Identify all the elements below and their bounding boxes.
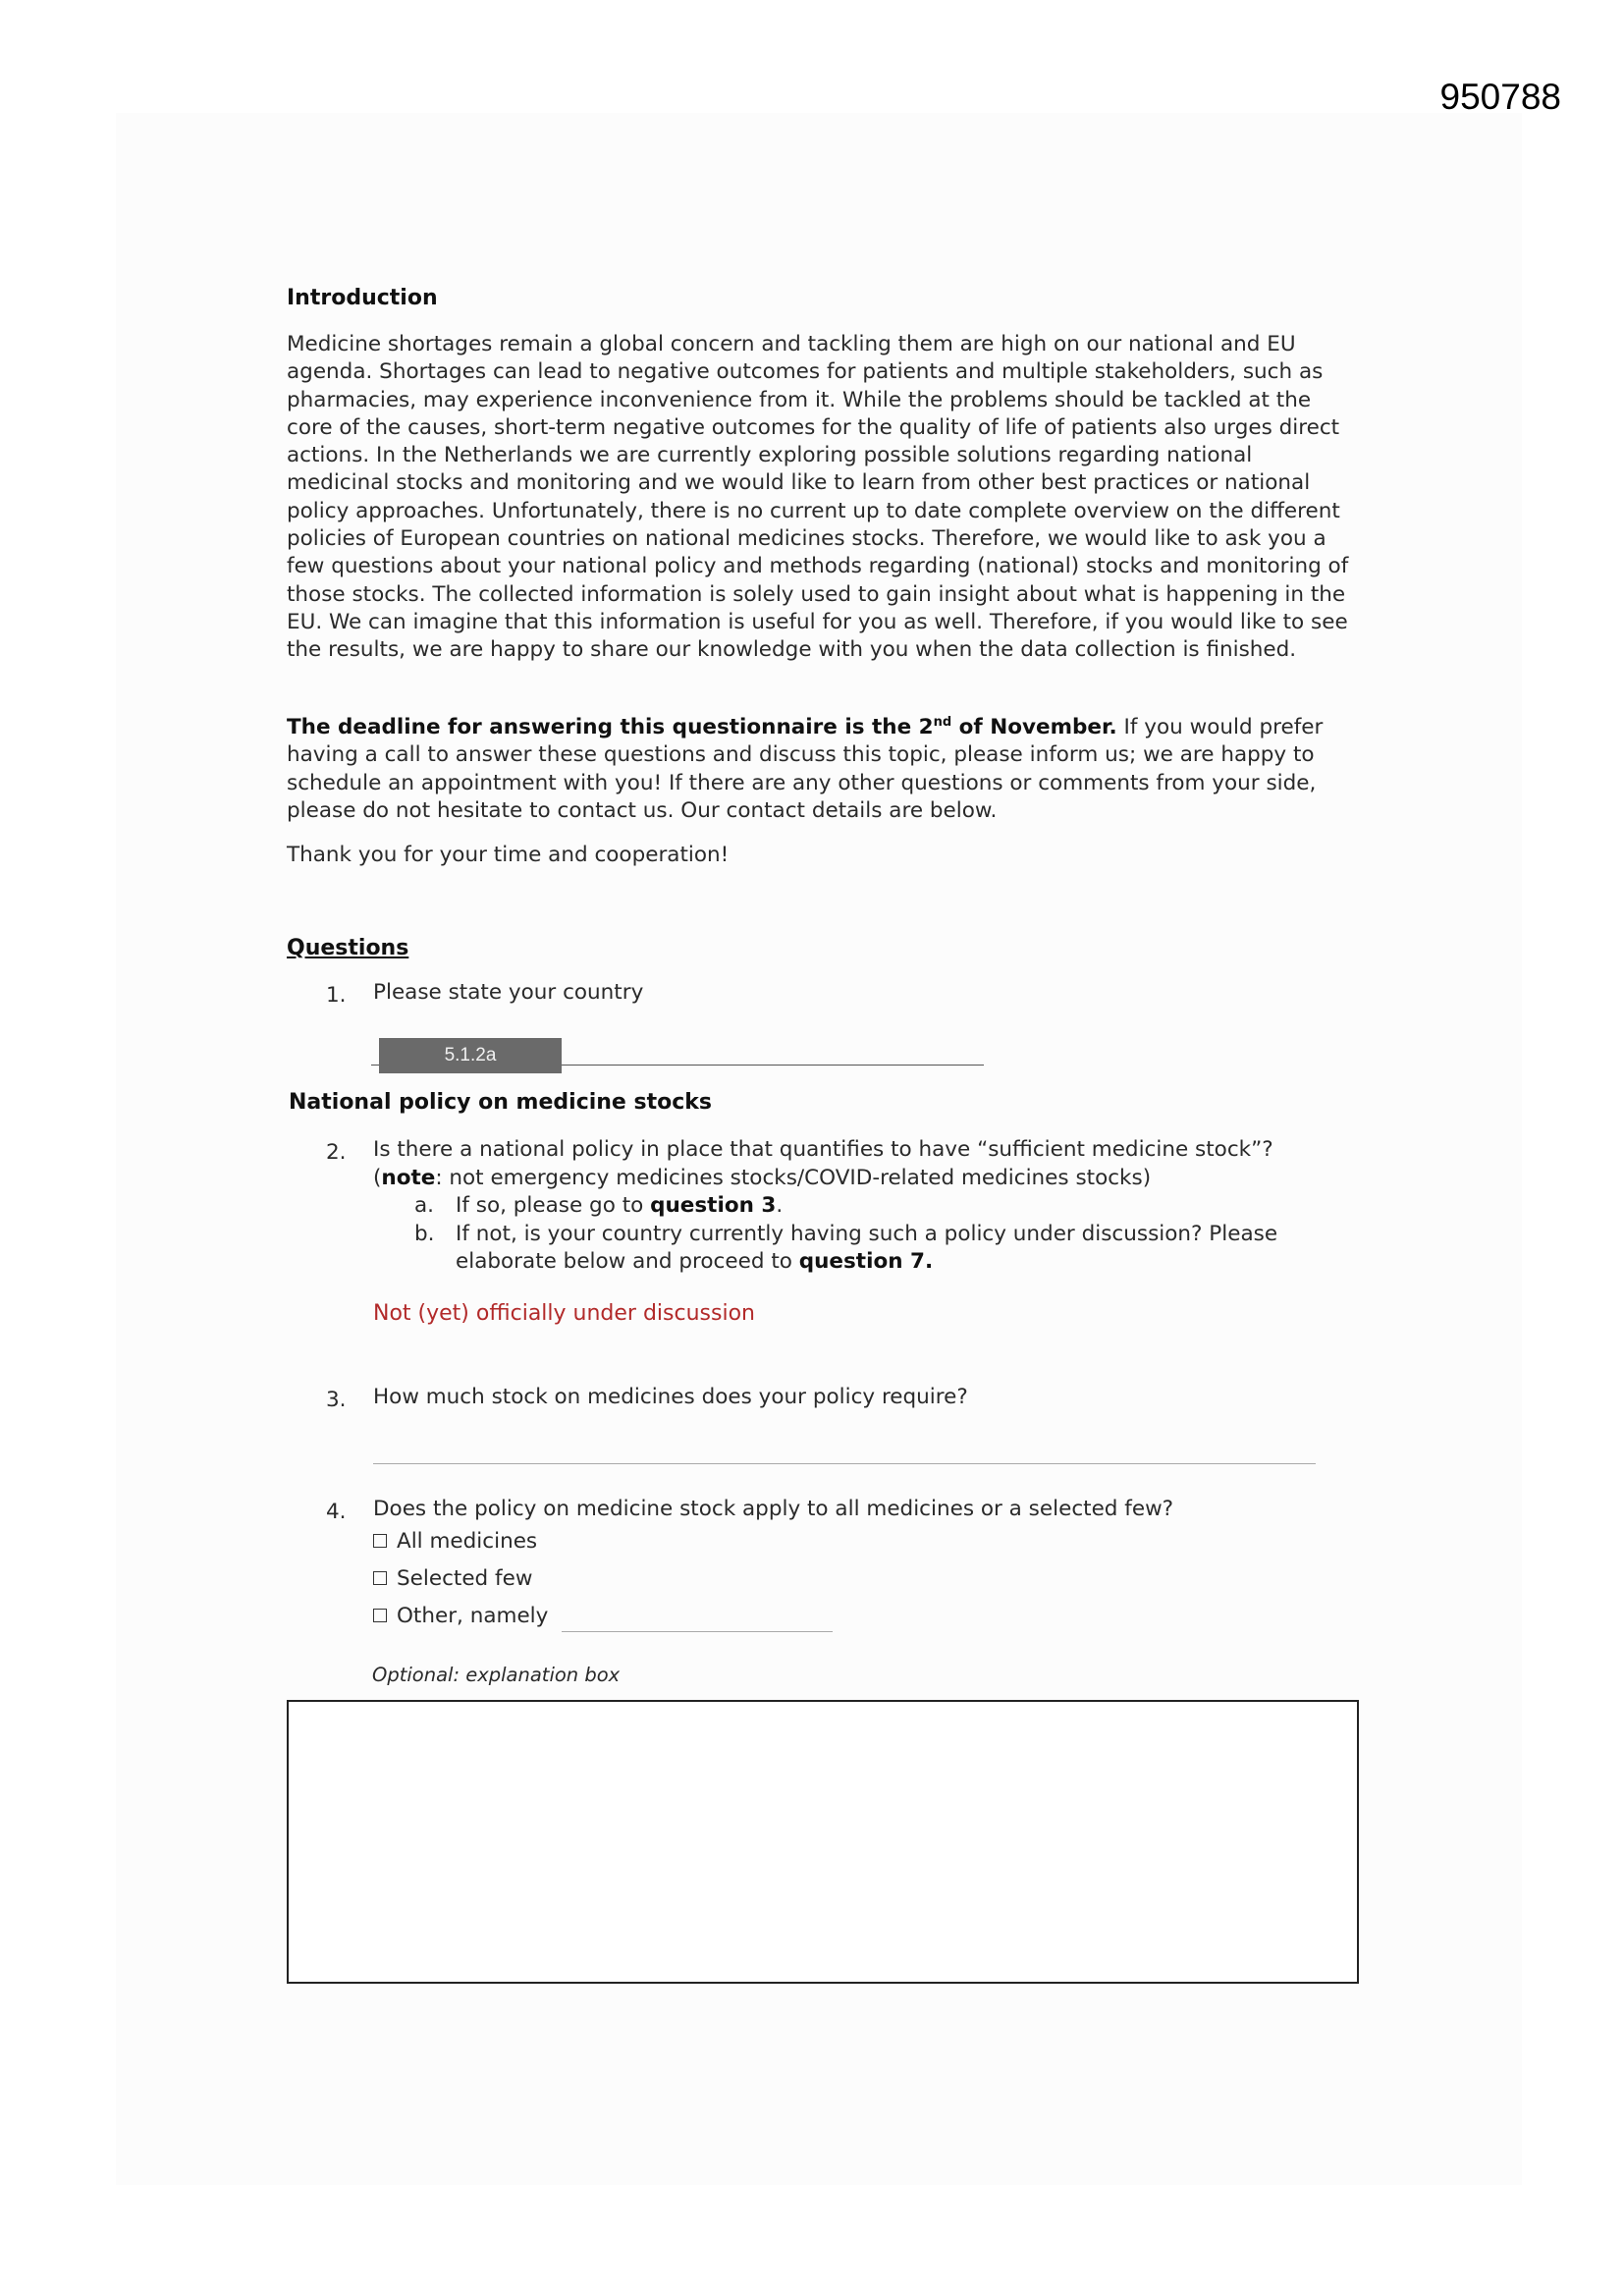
option-all-medicines[interactable] (373, 1529, 537, 1554)
explanation-box[interactable] (287, 1700, 1359, 1984)
option-other[interactable] (373, 1604, 548, 1628)
option-label: Other, namely (397, 1604, 549, 1628)
q2-note (373, 1165, 1151, 1192)
q4-number: 4. (326, 1500, 347, 1524)
redaction-stamp: 5.1.2a (379, 1038, 562, 1073)
q2a-plain: If so, please go to (456, 1193, 651, 1218)
questions-heading: Questions (287, 936, 409, 960)
deadline-bold-text: The deadline for answering this questionnaire is the 2 (287, 715, 934, 740)
section-heading-national-policy: National policy on medicine stocks (289, 1090, 713, 1115)
document-number: 950788 (1439, 77, 1561, 117)
option-selected-few[interactable] (373, 1566, 532, 1591)
deadline-rest-text: If you would prefer having a call to answer these questions and discuss this topic, please inform us; we are happy to schedule an appointment with you! If there are any other questions or comments from your side, please do not hesitate to contact us. Our contact details are below. (287, 715, 1324, 824)
q2a-text (456, 1192, 783, 1220)
q2-note-bold: note (381, 1166, 436, 1190)
checkbox-icon[interactable] (373, 1571, 387, 1585)
q2-note-rest: : not emergency medicines stocks/COVID-related medicines stocks) (435, 1166, 1152, 1190)
q4-text: Does the policy on medicine stock apply to all medicines or a selected few? (373, 1497, 1174, 1521)
optional-explanation-label: Optional: explanation box (372, 1664, 621, 1686)
deadline-superscript: nd (933, 715, 952, 730)
q3-answer-line[interactable] (373, 1463, 1316, 1464)
introduction-body: Medicine shortages remain a global concern and tackling them are high on our national and EU agenda. Shortages can lead to negative outcomes for patients and multiple stakeholders, such as pharmacies, may experience inconvenience from it. While the problems should be tackled at the core of the causes, short-term negative outcomes for the quality of life of patients also urges direct actions. In the Netherlands we are currently exploring possible solutions regarding national medicinal stocks and monitoring and we would like to learn from other best practices or national policy approaches. Unfortunately, there is no current up to date complete overview on the different policies of European countries on national medicines stocks. Therefore, we would like to ask you a few questions about your national policy and methods regarding (national) stocks and monitoring of those stocks. The collected information is solely used to gain insight about what is happening in the EU. We can imagine that this information is useful for you as well. Therefore, if you would like to see the results, we are happy to share our knowledge with you when the data collection is finished. (287, 332, 1349, 663)
q2a-bold: question 3 (650, 1193, 777, 1218)
q2-number: 2. (326, 1140, 347, 1165)
q2b-label: b. (414, 1222, 435, 1246)
option-label: All medicines (397, 1529, 538, 1554)
q2-text: Is there a national policy in place that quantifies to have “sufficient medicine stock”? (373, 1137, 1273, 1162)
checkbox-icon[interactable] (373, 1534, 387, 1548)
option-label: Selected few (397, 1566, 533, 1591)
q2b-text-line1: If not, is your country currently having such a policy under discussion? Please (456, 1222, 1278, 1246)
q1-number: 1. (326, 983, 347, 1008)
q3-number: 3. (326, 1388, 347, 1412)
q2b-plain: elaborate below and proceed to (456, 1249, 799, 1274)
thanks-text: Thank you for your time and cooperation! (287, 843, 730, 867)
deadline-paragraph (287, 709, 1357, 825)
introduction-heading: Introduction (287, 286, 438, 310)
q2-answer[interactable]: Not (yet) officially under discussion (373, 1301, 755, 1326)
q2-note-open: ( (373, 1166, 382, 1190)
q1-text: Please state your country (373, 980, 644, 1005)
deadline-bold-end: of November. (951, 715, 1117, 740)
q3-text: How much stock on medicines does your policy require? (373, 1385, 968, 1409)
other-namely-line[interactable] (562, 1631, 833, 1632)
q2b-bold: question 7. (798, 1249, 934, 1274)
q2b-text-line2 (456, 1248, 933, 1276)
checkbox-icon[interactable] (373, 1609, 387, 1622)
q2a-label: a. (414, 1193, 435, 1218)
q2a-end: . (776, 1193, 784, 1218)
